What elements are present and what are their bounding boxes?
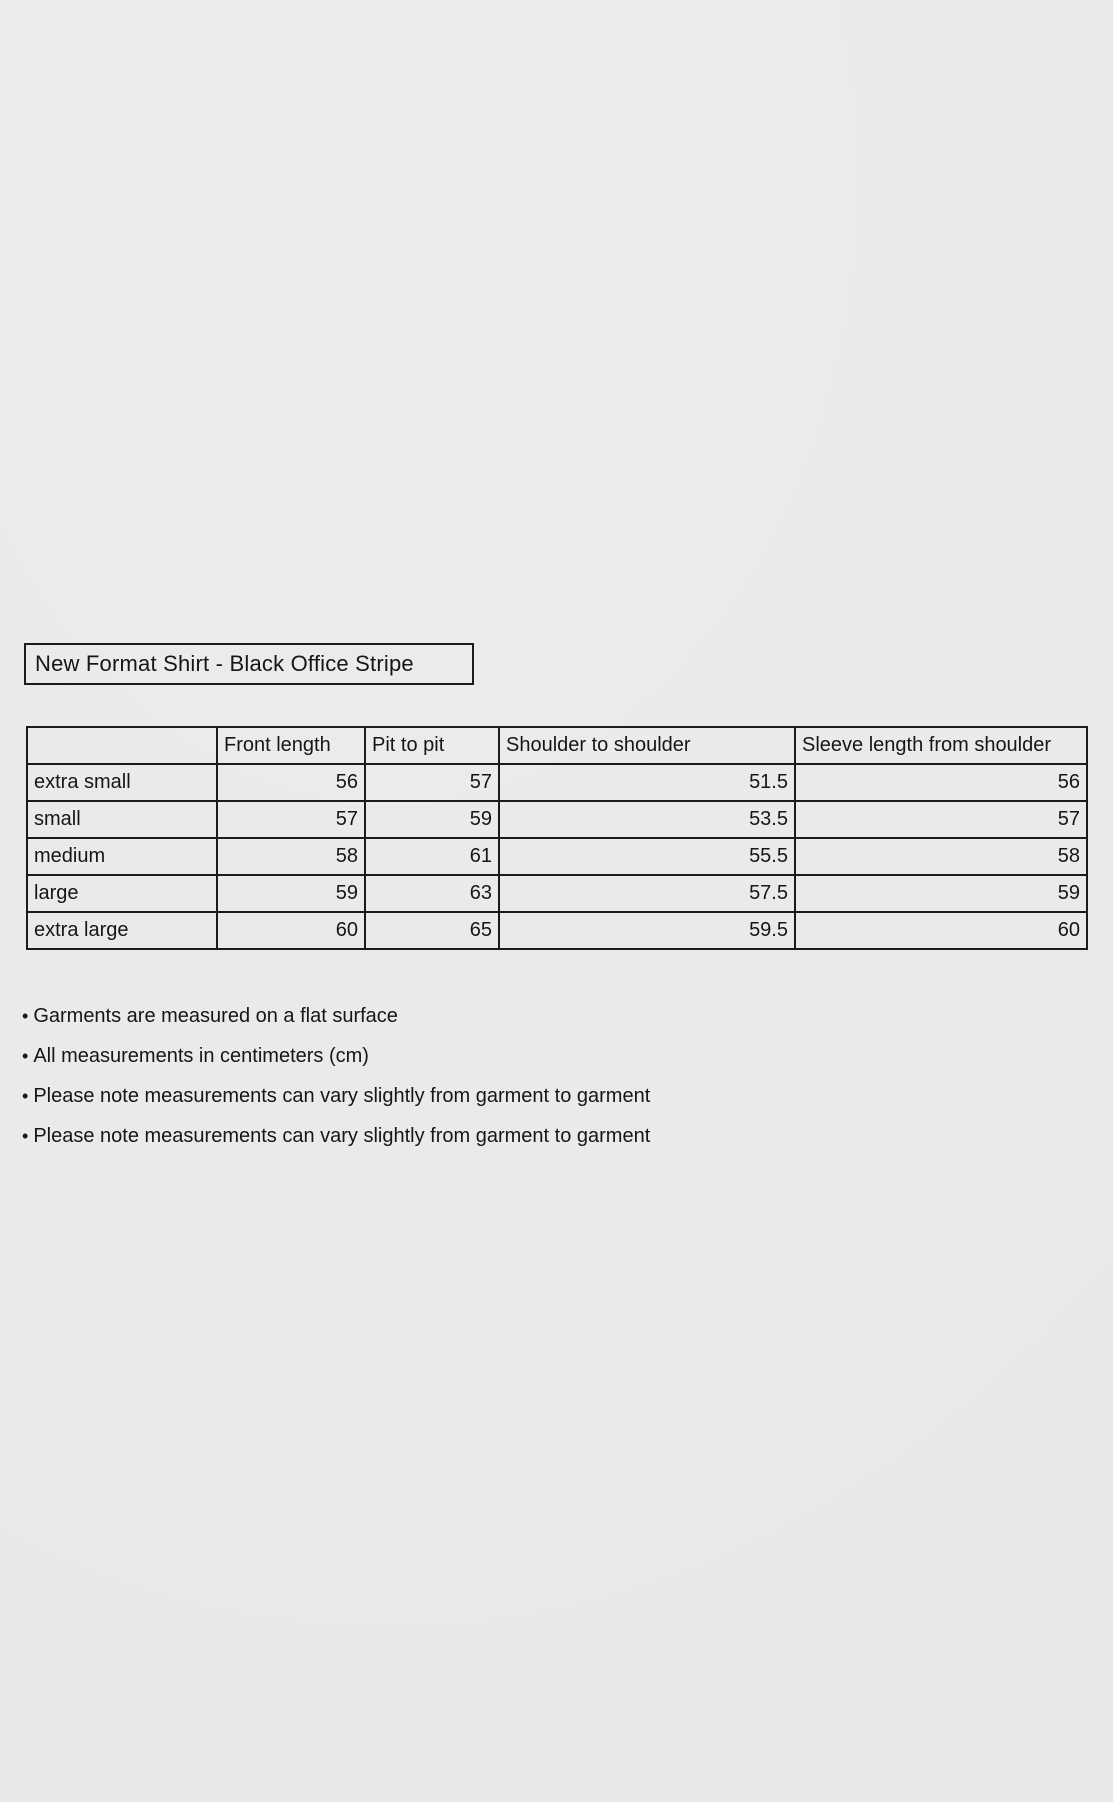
header-row [27, 727, 1087, 764]
size-chart-table [26, 726, 1088, 950]
size-value-cell: 65 [365, 912, 499, 949]
corner-header-cell [27, 727, 217, 764]
size-value-cell: 63 [365, 875, 499, 912]
column-header-sleeve-length: Sleeve length from shoulder [795, 727, 1087, 764]
measurement-notes-list [22, 1004, 650, 1164]
note-item: • Garments are measured on a flat surface [22, 1004, 650, 1028]
row-label-extra-large: extra large [27, 912, 217, 949]
row-label-medium: medium [27, 838, 217, 875]
column-header-pit-to-pit: Pit to pit [365, 727, 499, 764]
size-value-cell: 60 [217, 912, 365, 949]
size-value-cell: 56 [795, 764, 1087, 801]
size-value-cell: 51.5 [499, 764, 795, 801]
size-value-cell: 58 [795, 838, 1087, 875]
row-label-large: large [27, 875, 217, 912]
size-row-small [27, 801, 1087, 838]
row-label-small: small [27, 801, 217, 838]
size-row-medium [27, 838, 1087, 875]
size-value-cell: 55.5 [499, 838, 795, 875]
size-value-cell: 57 [365, 764, 499, 801]
product-title: New Format Shirt - Black Office Stripe [35, 651, 414, 676]
size-value-cell: 53.5 [499, 801, 795, 838]
size-value-cell: 59 [365, 801, 499, 838]
size-value-cell: 57 [217, 801, 365, 838]
size-value-cell: 57 [795, 801, 1087, 838]
size-row-extra-small [27, 764, 1087, 801]
size-value-cell: 59 [795, 875, 1087, 912]
size-row-large [27, 875, 1087, 912]
size-value-cell: 56 [217, 764, 365, 801]
size-value-cell: 59.5 [499, 912, 795, 949]
note-item: • Please note measurements can vary slightly from garment to garment [22, 1084, 650, 1108]
size-value-cell: 61 [365, 838, 499, 875]
note-item: • All measurements in centimeters (cm) [22, 1044, 650, 1068]
size-value-cell: 58 [217, 838, 365, 875]
size-value-cell: 60 [795, 912, 1087, 949]
row-label-extra-small: extra small [27, 764, 217, 801]
column-header-shoulder-to-shoulder: Shoulder to shoulder [499, 727, 795, 764]
product-title-box [24, 643, 474, 685]
column-header-front-length: Front length [217, 727, 365, 764]
size-value-cell: 59 [217, 875, 365, 912]
note-item: • Please note measurements can vary slightly from garment to garment [22, 1124, 650, 1148]
size-value-cell: 57.5 [499, 875, 795, 912]
size-row-extra-large [27, 912, 1087, 949]
